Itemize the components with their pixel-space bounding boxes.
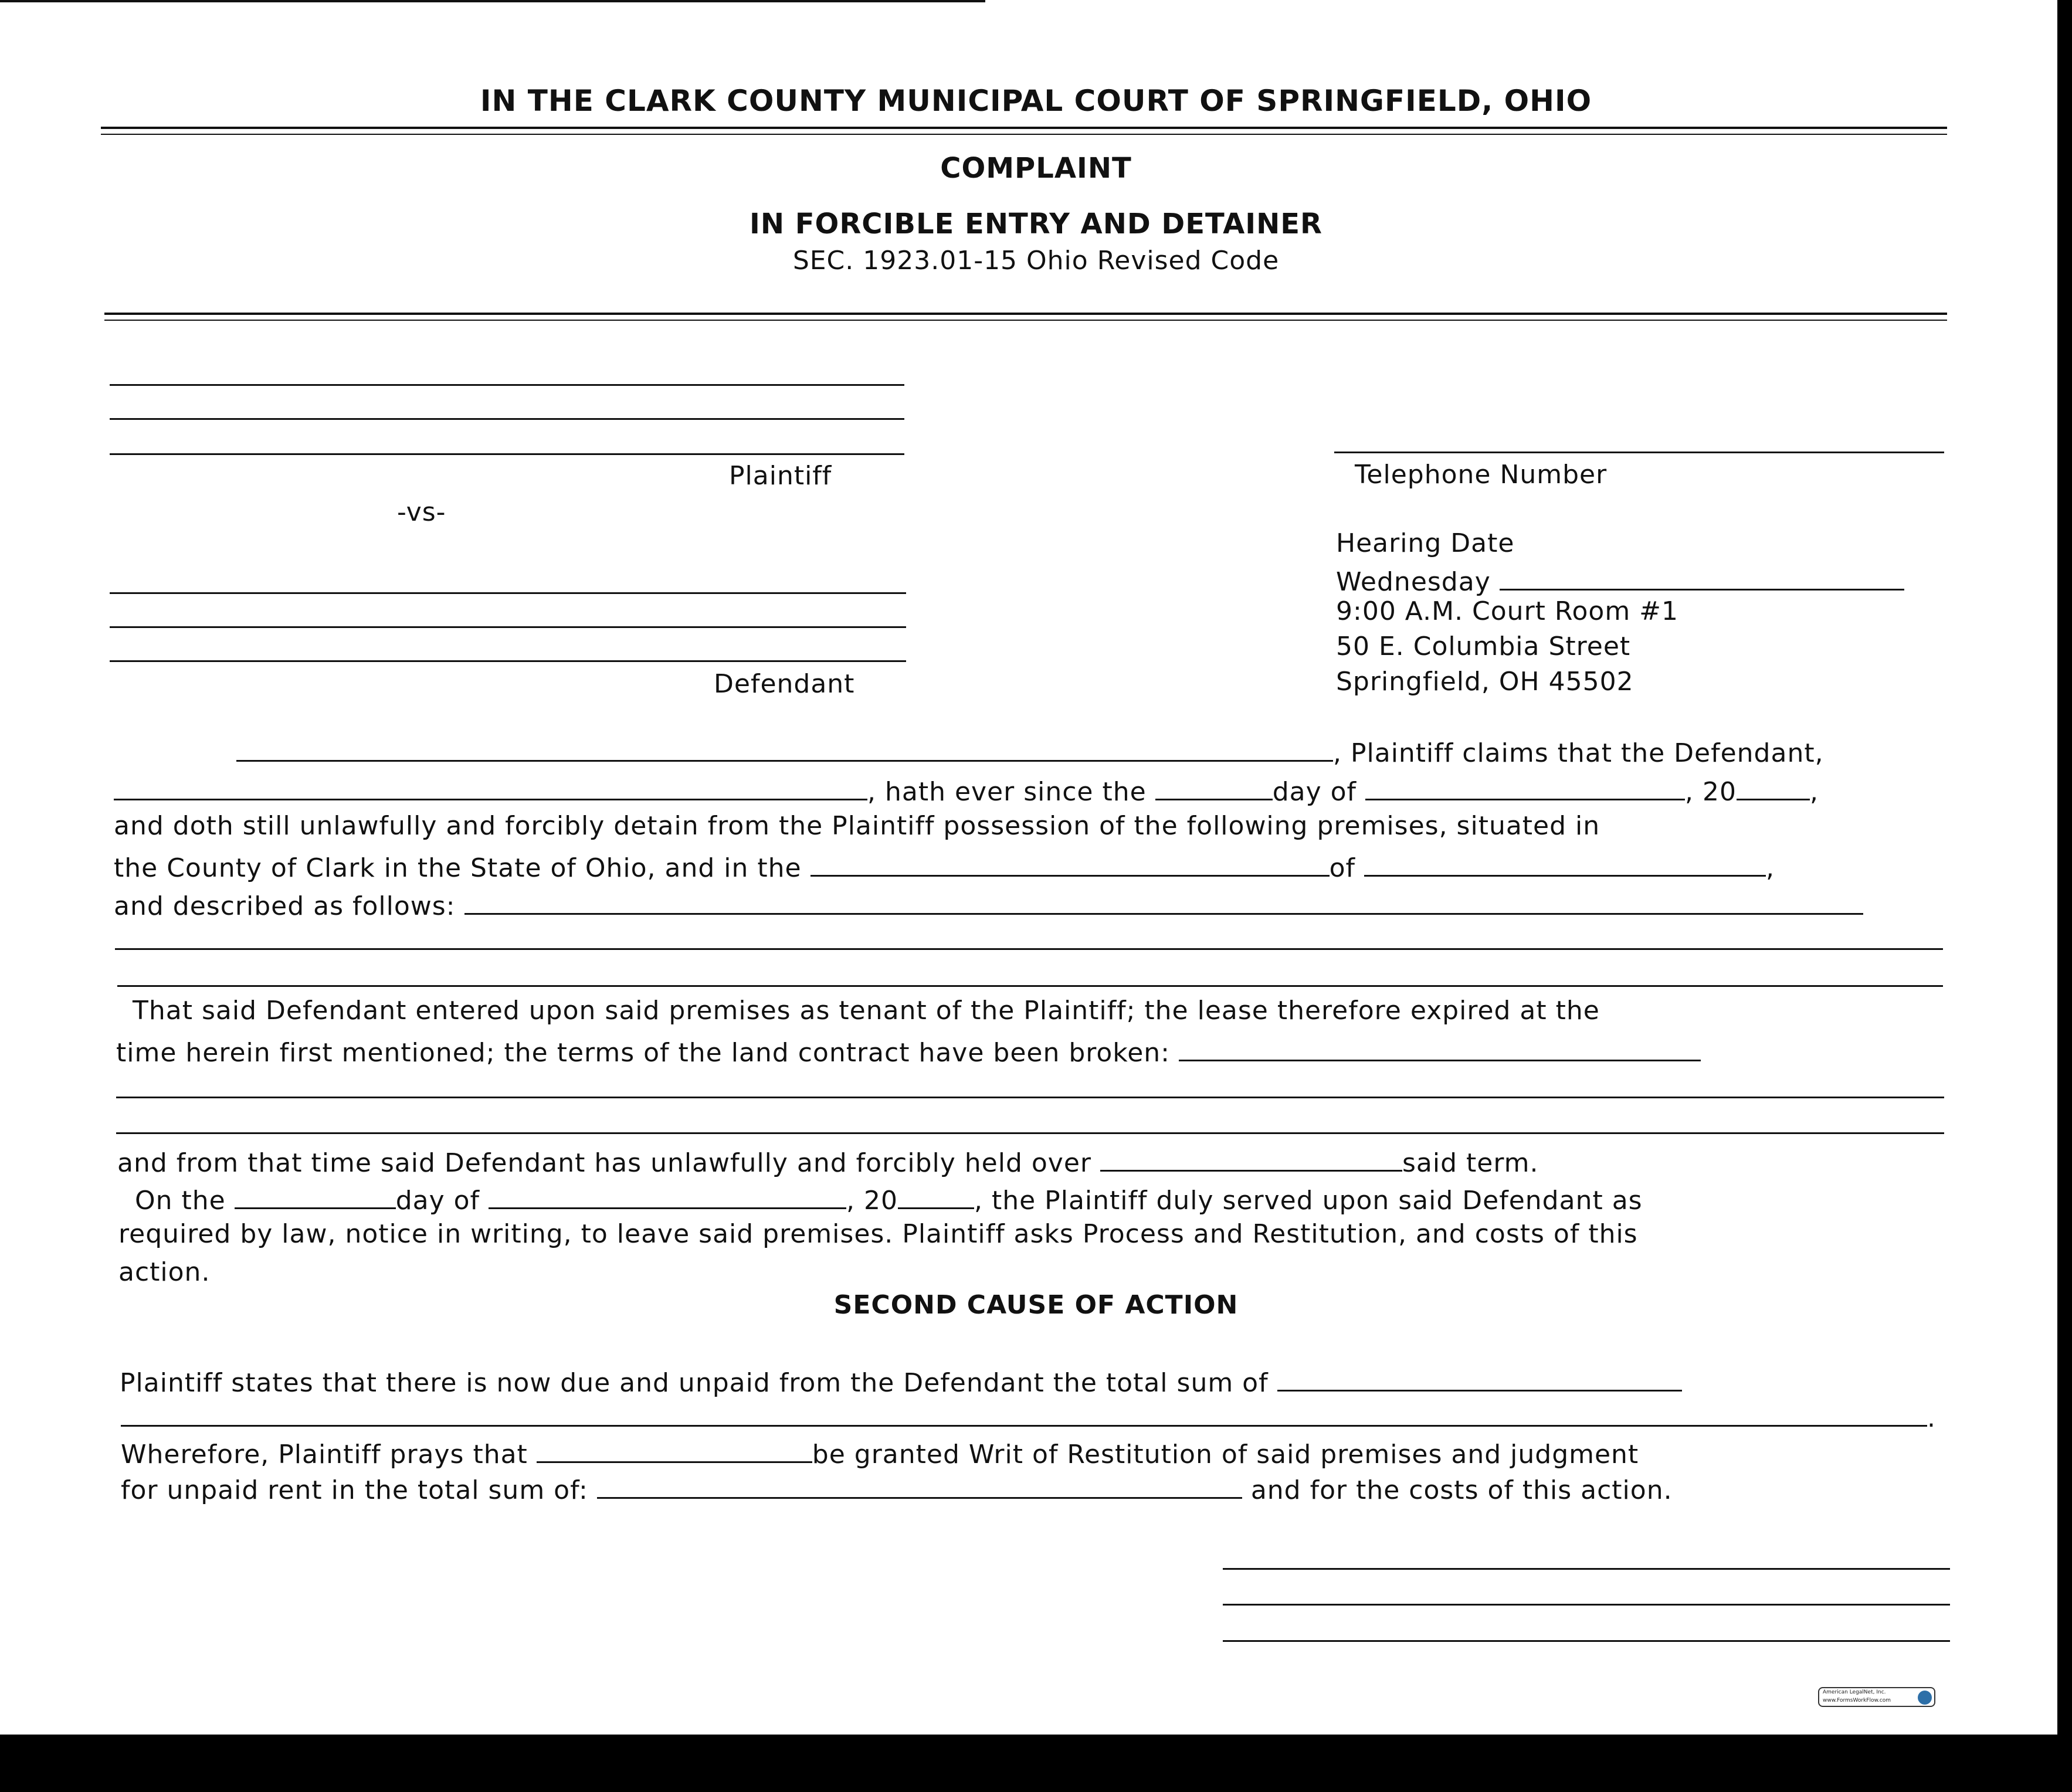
signature-line-3[interactable]: [1223, 1640, 1950, 1642]
header-double-rule-1: [101, 127, 1947, 135]
year-blank-2[interactable]: [898, 1184, 974, 1209]
day-of-text-2: day of: [395, 1186, 480, 1216]
telephone-line[interactable]: [1334, 452, 1944, 453]
since-text: , hath ever since the: [867, 777, 1147, 807]
claim-text: , Plaintiff claims that the Defendant,: [1333, 738, 1824, 768]
of-text: of: [1329, 853, 1356, 883]
signature-line-2[interactable]: [1223, 1604, 1950, 1606]
body-line-10: required by law, notice in writing, to leave said premises. Plaintiff asks Process and Restitution, and costs of this: [118, 1219, 1638, 1249]
prays-text: Wherefore, Plaintiff prays that: [121, 1440, 528, 1469]
unpaid-rent-blank[interactable]: [597, 1474, 1242, 1499]
plaintiff-line-3[interactable]: [110, 453, 904, 455]
said-term-text: said term.: [1402, 1148, 1539, 1178]
total-sum-blank[interactable]: [1277, 1366, 1682, 1391]
broken-text: time herein first mentioned; the terms of the land contract have been broken:: [116, 1038, 1170, 1068]
document-subtitle: IN FORCIBLE ENTRY AND DETAINER: [749, 208, 1322, 240]
second-cause-line-4: [121, 1474, 1673, 1503]
second-cause-line-2: [121, 1401, 1936, 1431]
description-blank-1[interactable]: [464, 890, 1863, 915]
defendant-line-1[interactable]: [110, 592, 906, 594]
body-line-5: [114, 890, 1863, 919]
breach-line-2[interactable]: [116, 1097, 1944, 1098]
prays-blank[interactable]: [537, 1438, 812, 1463]
writ-text: be granted Writ of Restitution of said premises and judgment: [812, 1440, 1639, 1469]
served-text: , the Plaintiff duly served upon said Defendant as: [974, 1186, 1643, 1216]
defendant-line-2[interactable]: [110, 626, 906, 628]
plaintiff-line-2[interactable]: [110, 418, 904, 420]
plaintiff-name-blank[interactable]: [236, 737, 1333, 762]
document-title: COMPLAINT: [940, 152, 1132, 185]
comma-2: ,: [1766, 853, 1775, 883]
logo-line-1: American LegalNet, Inc.: [1823, 1689, 1886, 1695]
plaintiff-line-1[interactable]: [110, 384, 904, 386]
second-cause-line-3: [121, 1438, 1639, 1468]
municipality-blank[interactable]: [811, 851, 1330, 877]
scan-border-bottom: [0, 1735, 2072, 1792]
signature-line-1[interactable]: [1223, 1568, 1950, 1570]
hearing-time-room: 9:00 A.M. Court Room #1: [1336, 596, 1679, 626]
year-prefix-1: , 20: [1685, 777, 1737, 807]
month-blank-1[interactable]: [1365, 775, 1685, 800]
body-line-8: [117, 1146, 1539, 1176]
day-blank-2[interactable]: [235, 1184, 396, 1209]
court-city: Springfield, OH 45502: [1336, 667, 1634, 697]
city-blank[interactable]: [1364, 851, 1766, 877]
hearing-date-label: Hearing Date: [1336, 528, 1515, 558]
total-sum-words-blank[interactable]: [121, 1401, 1927, 1427]
header-double-rule-2: [104, 313, 1947, 321]
defendant-label: Defendant: [714, 669, 855, 699]
body-line-11: action.: [118, 1257, 211, 1287]
unpaid-rent-text: for unpaid rent in the total sum of:: [121, 1475, 588, 1505]
description-line-3[interactable]: [117, 985, 1943, 987]
comma-1: ,: [1810, 777, 1819, 807]
publisher-logo: [1818, 1687, 1935, 1707]
county-text: the County of Clark in the State of Ohio, and in the: [114, 853, 802, 883]
logo-globe-icon: [1918, 1691, 1932, 1705]
plaintiff-label: Plaintiff: [729, 461, 832, 491]
second-cause-heading: SECOND CAUSE OF ACTION: [833, 1290, 1239, 1320]
court-street: 50 E. Columbia Street: [1336, 632, 1631, 661]
period-text: .: [1927, 1403, 1936, 1433]
body-line-3: and doth still unlawfully and forcibly detain from the Plaintiff possession of the following premises, situated in: [114, 811, 1600, 841]
month-blank-2[interactable]: [489, 1184, 846, 1209]
defendant-name-blank[interactable]: [114, 775, 867, 800]
description-line-2[interactable]: [115, 948, 1943, 950]
defendant-line-3[interactable]: [110, 660, 906, 662]
body-line-4: [114, 851, 1775, 881]
held-over-blank[interactable]: [1100, 1146, 1402, 1172]
weekday-text: Wednesday: [1336, 567, 1491, 597]
logo-line-2: www.FormsWorkFlow.com: [1823, 1698, 1891, 1703]
due-unpaid-text: Plaintiff states that there is now due and unpaid from the Defendant the total sum of: [120, 1368, 1269, 1398]
on-the-text: On the: [135, 1186, 226, 1216]
hearing-date-blank[interactable]: [1500, 565, 1904, 590]
costs-text: and for the costs of this action.: [1250, 1475, 1673, 1505]
year-blank-1[interactable]: [1737, 775, 1810, 800]
telephone-label: Telephone Number: [1355, 460, 1608, 490]
body-line-7: [116, 1036, 1701, 1066]
held-over-text: and from that time said Defendant has unlawfully and forcibly held over: [117, 1148, 1091, 1178]
described-text: and described as follows:: [114, 891, 456, 921]
court-heading: IN THE CLARK COUNTY MUNICIPAL COURT OF SPRINGFIELD, OHIO: [480, 84, 1592, 118]
day-blank-1[interactable]: [1155, 775, 1273, 800]
body-line-9: [135, 1184, 1643, 1214]
year-prefix-2: , 20: [846, 1186, 898, 1216]
hearing-weekday: [1336, 565, 1904, 595]
breach-blank-1[interactable]: [1179, 1036, 1701, 1061]
statute-reference: SEC. 1923.01-15 Ohio Revised Code: [792, 246, 1280, 276]
breach-line-3[interactable]: [116, 1132, 1944, 1134]
second-cause-line-1: [120, 1366, 1682, 1396]
body-line-6: That said Defendant entered upon said premises as tenant of the Plaintiff; the lease therefore expired at the: [133, 996, 1600, 1026]
day-of-text-1: day of: [1272, 777, 1357, 807]
body-line-2: [114, 775, 1819, 805]
versus-label: -vs-: [397, 497, 446, 527]
top-edge-line: [0, 0, 985, 2]
body-line-1: [236, 737, 1824, 766]
